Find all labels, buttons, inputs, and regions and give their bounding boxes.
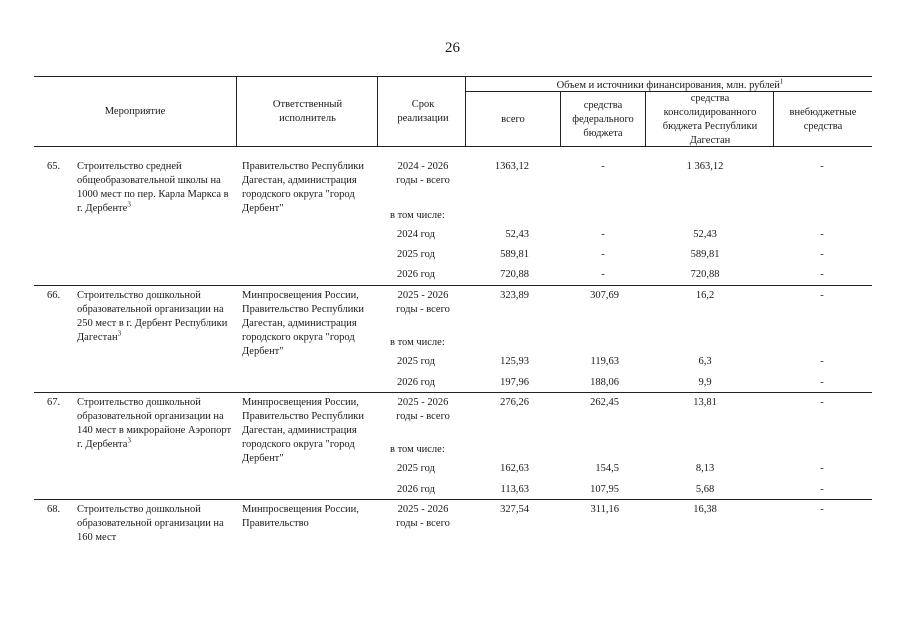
header-divider	[236, 76, 237, 146]
year-offbudget: -	[820, 269, 824, 280]
header-divider	[773, 91, 774, 146]
header-divider	[465, 76, 466, 146]
year-federal: -	[601, 269, 605, 280]
page-number: 26	[445, 40, 460, 56]
footnote-mark: 3	[127, 436, 131, 445]
row-event	[77, 160, 235, 216]
row-offbudget: -	[820, 504, 824, 515]
header-event: Мероприятие	[104, 106, 166, 117]
year-total: 52,43	[505, 229, 529, 240]
row-period-total: 2024 - 2026 годы - всего	[396, 161, 450, 186]
row-including-label: в том числе:	[390, 210, 445, 221]
year-offbudget: -	[820, 356, 824, 367]
row-federal: 311,16	[590, 504, 619, 515]
header-responsible: Ответственный исполнитель	[272, 99, 343, 124]
year-total: 162,63	[500, 463, 529, 474]
row-total: 327,54	[500, 504, 529, 515]
year-total: 125,93	[500, 356, 529, 367]
row-responsible: Минпросвещения России, Правительство Республики Дагестан, администрация городского округа "город Дербент"	[242, 397, 365, 464]
row-consolidated: 13,81	[693, 397, 717, 408]
year-total: 197,96	[500, 377, 529, 388]
row-total: 323,89	[500, 290, 529, 301]
header-total: всего	[501, 114, 525, 125]
header-funding-group	[470, 79, 870, 93]
row-federal: -	[601, 161, 605, 172]
year-consolidated: 720,88	[690, 269, 720, 280]
header-divider	[560, 91, 561, 146]
row-event	[77, 396, 235, 452]
header-offbudget: внебюджетные средства	[789, 107, 857, 132]
row-separator	[34, 499, 872, 500]
year-federal: 107,95	[590, 484, 619, 495]
row-federal: 262,45	[590, 397, 619, 408]
row-period-total: 2025 - 2026 годы - всего	[396, 290, 450, 315]
row-offbudget: -	[820, 397, 824, 408]
year-label: 2025 год	[397, 249, 435, 260]
row-offbudget: -	[820, 290, 824, 301]
header-top-rule	[34, 76, 872, 77]
row-responsible: Минпросвещения России, Правительство Республики Дагестан, администрация городского округа "город Дербент"	[242, 290, 365, 357]
year-consolidated: 52,43	[693, 229, 717, 240]
row-responsible: Минпросвещения России, Правительство	[242, 504, 359, 529]
year-federal: 119,63	[590, 356, 619, 367]
row-consolidated: 1 363,12	[686, 161, 724, 172]
row-consolidated: 16,38	[693, 504, 717, 515]
year-label: 2024 год	[397, 229, 435, 240]
year-label: 2026 год	[397, 377, 435, 388]
row-consolidated: 16,2	[695, 290, 715, 301]
row-event-text: Строительство дошкольной образовательной организации на 160 мест	[77, 504, 224, 543]
year-consolidated: 5,68	[695, 484, 715, 495]
year-total: 113,63	[500, 484, 529, 495]
year-offbudget: -	[820, 484, 824, 495]
row-number: 67.	[47, 397, 61, 408]
year-consolidated: 9,9	[698, 377, 712, 388]
year-label: 2026 год	[397, 269, 435, 280]
row-including-label: в том числе:	[390, 444, 445, 455]
year-total: 589,81	[500, 249, 529, 260]
year-federal: 154,5	[595, 463, 619, 474]
header-consolidated: средства консолидированного бюджета Республики Дагестан	[662, 93, 758, 146]
row-number: 65.	[47, 161, 61, 172]
row-offbudget: -	[820, 161, 824, 172]
row-event	[77, 503, 235, 545]
year-federal: -	[601, 229, 605, 240]
row-total: 1363,12	[494, 161, 529, 172]
row-separator	[34, 285, 872, 286]
year-federal: -	[601, 249, 605, 260]
year-total: 720,88	[500, 269, 529, 280]
header-period: Срок реализации	[397, 99, 449, 124]
row-responsible: Правительство Республики Дагестан, администрация городского округа "город Дербент"	[242, 161, 365, 214]
row-event-text: Строительство дошкольной образовательной организации на 250 мест в г. Дербент Республики Дагестан	[77, 290, 228, 343]
row-event	[77, 289, 235, 345]
row-total: 276,26	[500, 397, 529, 408]
year-consolidated: 589,81	[690, 249, 720, 260]
footnote-mark: 1	[779, 77, 784, 86]
year-label: 2026 год	[397, 484, 435, 495]
year-label: 2025 год	[397, 463, 435, 474]
row-including-label: в том числе:	[390, 337, 445, 348]
header-divider	[377, 76, 378, 146]
year-consolidated: 6,3	[698, 356, 712, 367]
row-event-text: Строительство средней общеобразовательной школы на 1000 мест по пер. Карла Маркса в г. Дербенте	[77, 161, 229, 214]
year-federal: 188,06	[590, 377, 619, 388]
row-number: 68.	[47, 504, 61, 515]
row-number: 66.	[47, 290, 61, 301]
footnote-mark: 3	[117, 329, 122, 338]
footnote-mark: 3	[127, 200, 131, 209]
row-federal: 307,69	[590, 290, 619, 301]
year-label: 2025 год	[397, 356, 435, 367]
row-separator	[34, 392, 872, 393]
year-offbudget: -	[820, 377, 824, 388]
year-offbudget: -	[820, 229, 824, 240]
year-offbudget: -	[820, 249, 824, 260]
header-federal: средства федерального бюджета	[572, 100, 634, 139]
header-divider	[645, 91, 646, 146]
year-consolidated: 8,13	[695, 463, 715, 474]
header-funding-group-text: Объем и источники финансирования, млн. рублей	[556, 80, 780, 91]
year-offbudget: -	[820, 463, 824, 474]
row-period-total: 2025 - 2026 годы - всего	[396, 504, 450, 529]
row-event-text: Строительство дошкольной образовательной организации на 140 мест в микрорайоне Аэропорт г. Дербента	[77, 397, 232, 450]
row-period-total: 2025 - 2026 годы - всего	[396, 397, 450, 422]
